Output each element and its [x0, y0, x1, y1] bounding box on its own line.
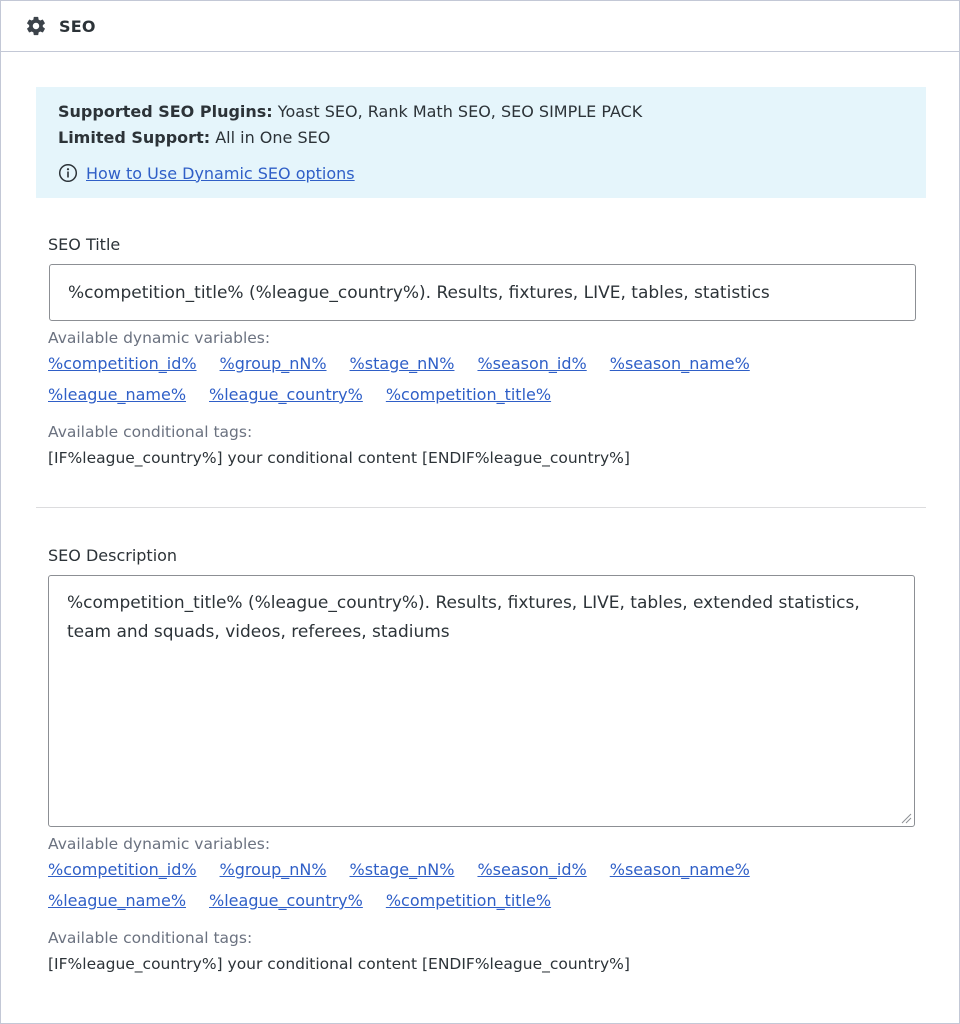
plugin-support-notice — [36, 87, 926, 198]
desc-vars-row-1 — [48, 860, 773, 879]
var-season-name-link[interactable]: %season_name% — [609, 354, 750, 373]
title-vars-row-2 — [48, 385, 574, 404]
limited-value: All in One SEO — [210, 128, 331, 147]
desc-cond-label: Available conditional tags: — [48, 929, 253, 947]
var-competition-id-link[interactable]: %competition_id% — [48, 860, 197, 879]
info-icon — [58, 163, 78, 183]
var-competition-title-link[interactable]: %competition_title% — [385, 385, 552, 404]
seo-description-line-2: team and squads, videos, referees, stadiums — [67, 622, 450, 642]
var-competition-title-link[interactable]: %competition_title% — [385, 891, 552, 910]
desc-vars-row-2 — [48, 891, 574, 910]
var-league-country-link[interactable]: %league_country% — [209, 891, 363, 910]
resize-grip-icon[interactable] — [900, 812, 912, 824]
limited-support-line — [58, 125, 904, 151]
limited-label: Limited Support: — [58, 128, 211, 147]
supported-label: Supported SEO Plugins: — [58, 102, 273, 121]
seo-description-textarea[interactable] — [48, 575, 915, 827]
var-stage-nn-link[interactable]: %stage_nN% — [349, 860, 455, 879]
var-league-name-link[interactable]: %league_name% — [48, 891, 187, 910]
var-group-nn-link[interactable]: %group_nN% — [219, 860, 327, 879]
seo-description-label: SEO Description — [48, 546, 178, 565]
supported-plugins-line — [58, 99, 904, 125]
var-league-name-link[interactable]: %league_name% — [48, 385, 187, 404]
seo-title-label: SEO Title — [48, 235, 121, 254]
var-season-name-link[interactable]: %season_name% — [609, 860, 750, 879]
var-stage-nn-link[interactable]: %stage_nN% — [349, 354, 455, 373]
seo-description-line-1: %competition_title% (%league_country%). Results, fixtures, LIVE, tables, extended statistics, — [67, 593, 860, 613]
var-league-country-link[interactable]: %league_country% — [209, 385, 363, 404]
var-season-id-link[interactable]: %season_id% — [477, 354, 587, 373]
seo-title-value: %competition_title% (%league_country%). Results, fixtures, LIVE, tables, statistics — [68, 282, 770, 303]
title-vars-label: Available dynamic variables: — [48, 329, 271, 347]
help-link[interactable]: How to Use Dynamic SEO options — [86, 163, 355, 183]
title-cond-label: Available conditional tags: — [48, 423, 253, 441]
var-group-nn-link[interactable]: %group_nN% — [219, 354, 327, 373]
supported-value: Yoast SEO, Rank Math SEO, SEO SIMPLE PACK — [272, 102, 643, 121]
section-divider — [36, 507, 926, 508]
desc-vars-label: Available dynamic variables: — [48, 835, 271, 853]
seo-title-input[interactable] — [49, 264, 916, 321]
title-vars-row-1 — [48, 354, 773, 373]
help-link-row — [58, 163, 904, 183]
desc-cond-value: [IF%league_country%] your conditional content [ENDIF%league_country%] — [48, 955, 630, 973]
panel-title: SEO — [59, 16, 96, 36]
panel-header — [1, 1, 959, 52]
var-season-id-link[interactable]: %season_id% — [477, 860, 587, 879]
var-competition-id-link[interactable]: %competition_id% — [48, 354, 197, 373]
title-cond-value: [IF%league_country%] your conditional content [ENDIF%league_country%] — [48, 449, 630, 467]
gear-icon — [25, 15, 47, 37]
